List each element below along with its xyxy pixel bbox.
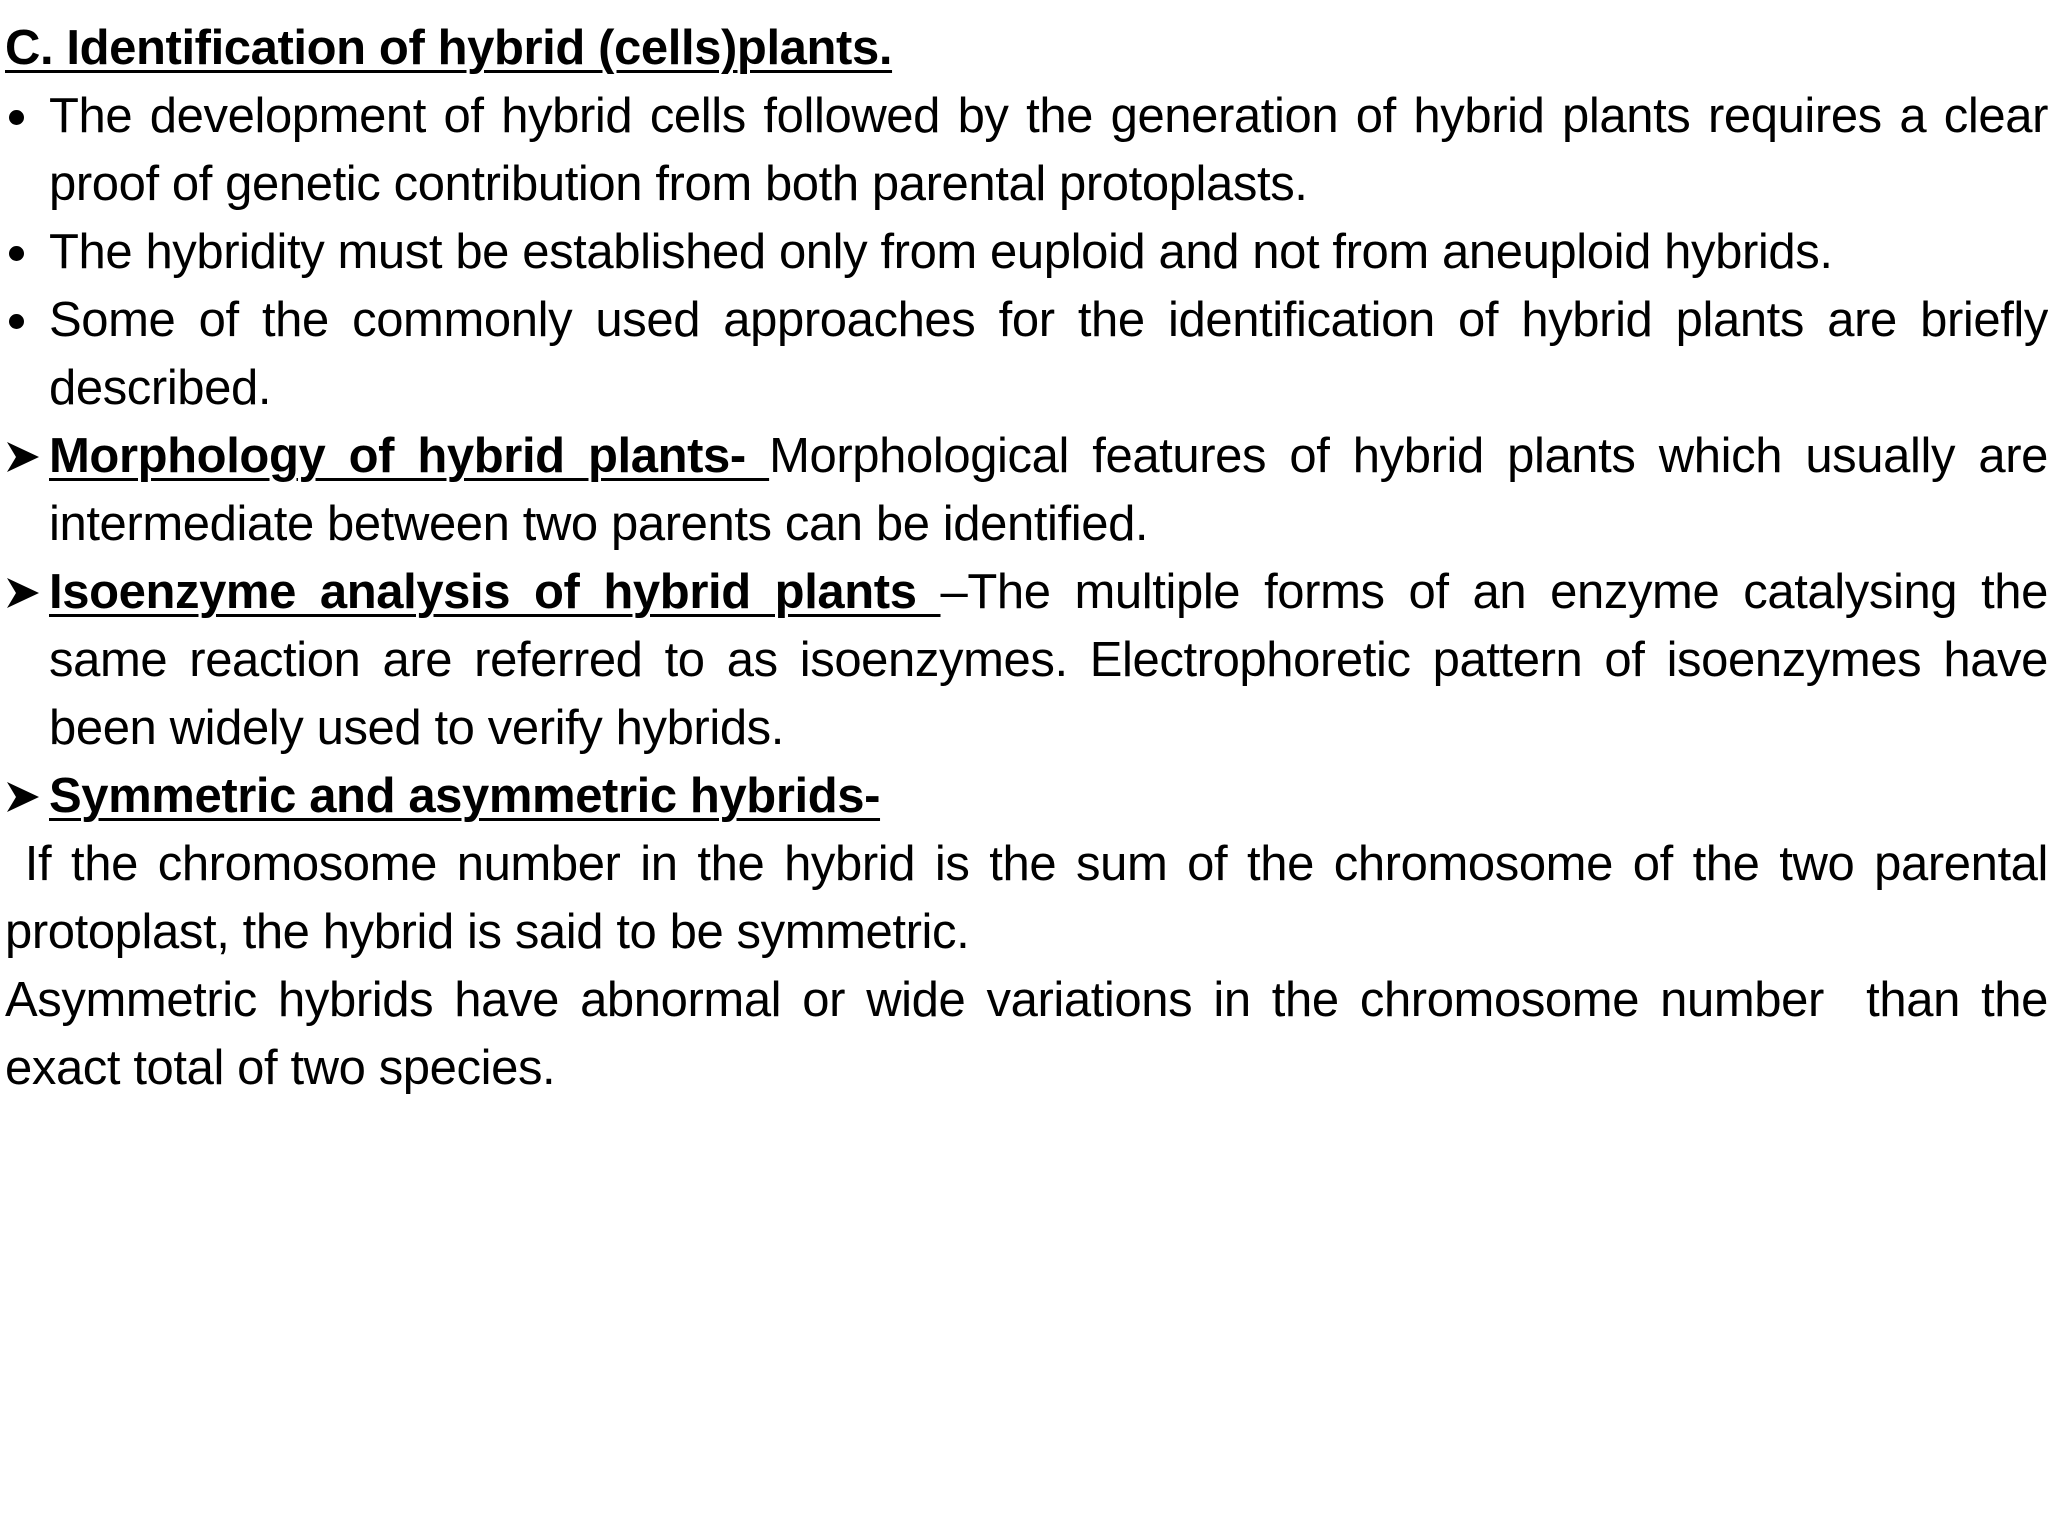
morphology-text: Morphological features of hybrid plants which usually are intermediate between two parents can be identified. xyxy=(49,429,2048,551)
symmetric-heading: Symmetric and asymmetric hybrids- xyxy=(49,769,881,823)
bullet-item xyxy=(5,218,2048,286)
arrow-bullet-icon xyxy=(5,576,41,610)
arrow-item xyxy=(5,558,2048,762)
bullet-dot-icon xyxy=(9,110,24,125)
slide-content xyxy=(5,14,2048,1102)
slide-title: C. Identification of hybrid (cells)plants. xyxy=(5,21,893,75)
symmetric-paragraph: If the chromosome number in the hybrid is the sum of the chromosome of the two parental protoplast, the hybrid is said to be symmetric. xyxy=(5,837,2048,959)
bullet-text: The hybridity must be established only from euploid and not from aneuploid hybrids. xyxy=(49,225,1833,279)
arrow-item xyxy=(5,422,2048,558)
arrow-bullet-icon xyxy=(5,440,41,474)
morphology-heading: Morphology of hybrid plants- xyxy=(49,429,770,483)
isoenzyme-heading: Isoenzyme analysis of hybrid plants xyxy=(49,565,941,619)
arrow-bullet-icon xyxy=(5,780,41,814)
arrow-item xyxy=(5,762,2048,830)
bullet-dot-icon xyxy=(9,246,24,261)
bullet-text: The development of hybrid cells followed by the generation of hybrid plants requires a clear proof of genetic contribution from both parental protoplasts. xyxy=(49,89,2048,211)
bullet-item xyxy=(5,286,2048,422)
bullet-text: Some of the commonly used approaches for the identification of hybrid plants are briefly described. xyxy=(49,293,2048,415)
bullet-item xyxy=(5,82,2048,218)
asymmetric-paragraph: Asymmetric hybrids have abnormal or wide variations in the chromosome number than the exact total of two species. xyxy=(5,973,2048,1095)
isoenzyme-text: –The multiple forms of an enzyme catalysing the same reaction are referred to as isoenzymes. Electrophoretic pattern of isoenzymes have been widely used to verify hybrids. xyxy=(49,565,2048,755)
bullet-dot-icon xyxy=(9,314,24,329)
